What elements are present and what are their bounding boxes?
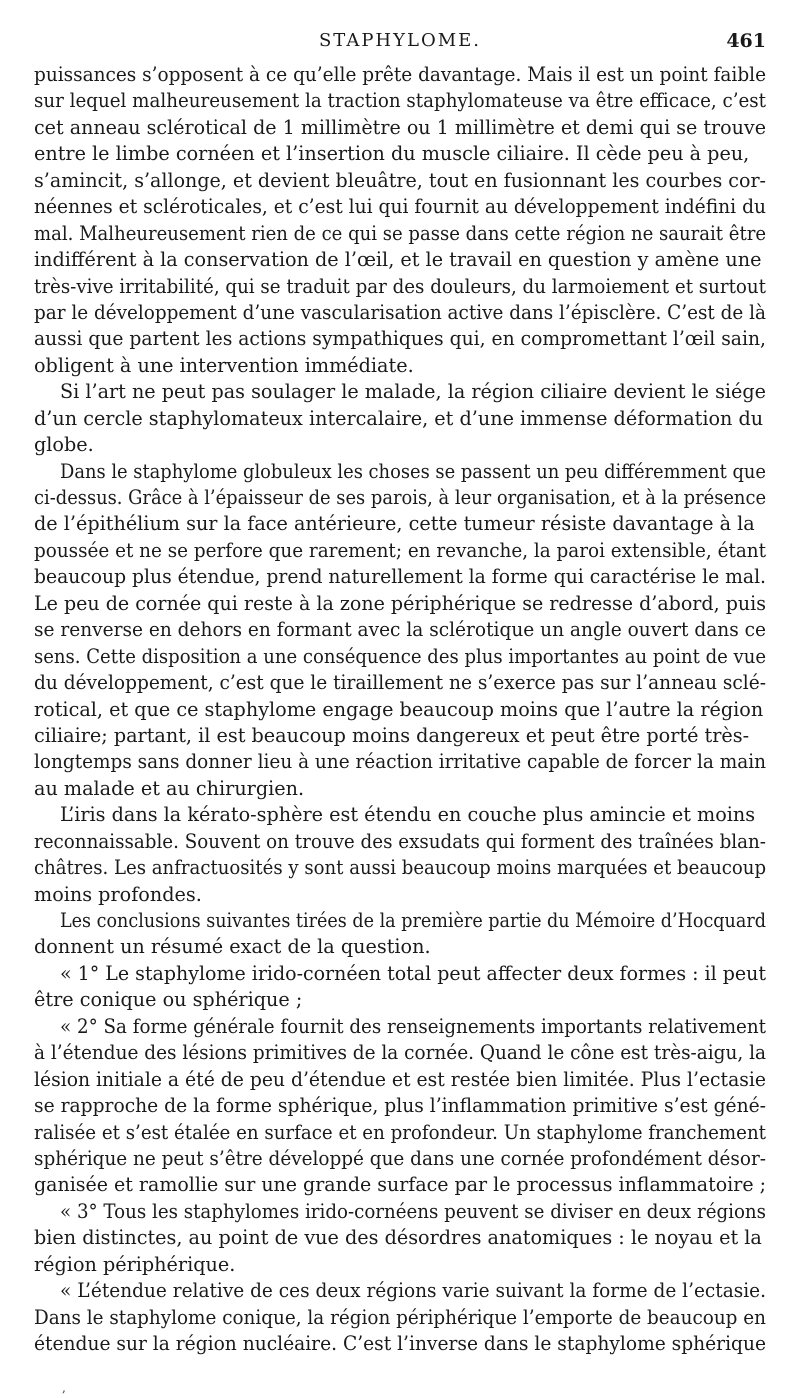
text-line: « 2° Sa forme générale fournit des renseignements importants relativement [60, 1014, 766, 1038]
text-line: puissances s’opposent à ce qu’elle prête davantage. Mais il est un point faible [34, 63, 766, 86]
text-line: ganisée et ramollie sur une grande surface par le processus inflammatoire ; [34, 1173, 766, 1197]
running-title: STAPHYLOME. [318, 30, 482, 51]
text-line: châtres. Les anfractuosités y sont aussi beaucoup moins marquées et beaucoup [34, 856, 766, 880]
text-line: lésion initiale a été de peu d’étendue et est restée bien limitée. Plus l’ectasie [34, 1067, 766, 1091]
text-line: obligent à une intervention immédiate. [34, 353, 414, 377]
text-line: L’iris dans la kérato-sphère est étendu en couche plus amincie et moins [60, 803, 756, 827]
text-line: Les conclusions suivantes tirées de la première partie du Mémoire d’Hocquard [60, 909, 766, 932]
text-line: étendue sur la région nucléaire. C’est l’inverse dans le staphylome sphérique [34, 1332, 766, 1355]
text-line: région périphérique. [34, 1252, 236, 1276]
text-line: entre le limbe cornéen et l’insertion du muscle ciliaire. Il cède peu à peu, [34, 142, 750, 166]
text-line: être conique ou sphérique ; [34, 988, 303, 1012]
text-line: sphérique ne peut s’être développé que dans une cornée profondément désor- [34, 1146, 766, 1170]
text-line: se renverse en dehors en formant avec la sclérotique un angle ouvert dans ce [34, 618, 766, 642]
text-line: « 1° Le staphylome irido-cornéen total peut affecter deux formes : il peut [60, 961, 766, 985]
text-line: au malade et au chirurgien. [34, 776, 305, 800]
text-line: à l’étendue des lésions primitives de la cornée. Quand le cône est très-aigu, la [34, 1041, 766, 1065]
text-line: moins profondes. [34, 882, 202, 906]
text-line: poussée et ne se perfore que rarement; en revanche, la paroi extensible, étant [34, 538, 766, 562]
text-line: Dans le staphylome conique, la région périphérique l’emporte de beaucoup en [34, 1305, 766, 1329]
text-line: mal. Malheureusement rien de ce qui se passe dans cette région ne saurait être [34, 221, 766, 245]
text-line: de l’épithélium sur la face antérieure, cette tumeur résiste davantage à la [34, 512, 755, 536]
text-line: aussi que partent les actions sympathiques qui, en compromettant l’œil sain, [34, 327, 766, 351]
text-line: Si l’art ne peut pas soulager le malade, la région ciliaire devient le siége [60, 380, 766, 404]
page-number: 461 [726, 30, 766, 52]
text-line: par le développement d’une vascularisation active dans l’épisclère. C’est de là [34, 300, 766, 324]
text-line: s’amincit, s’allonge, et devient bleuâtre, tout en fusionnant les courbes cor- [34, 168, 766, 192]
text-line: Dans le staphylome globuleux les choses se passent un peu différemment que [60, 459, 766, 483]
text-line: donnent un résumé exact de la question. [34, 935, 431, 959]
text-line: néennes et scléroticales, et c’est lui qui fournit au développement indéfini du [34, 195, 766, 219]
text-line: « 3° Tous les staphylomes irido-cornéens peuvent se diviser en deux régions [60, 1199, 766, 1223]
text-line: ralisée et s’est étalée en surface et en profondeur. Un staphylome franchement [34, 1120, 766, 1144]
page-header [34, 26, 766, 56]
text-line: se rapproche de la forme sphérique, plus l’inflammation primitive s’est géné- [34, 1094, 766, 1118]
text-line: longtemps sans donner lieu à une réaction irritative capable de forcer la main [34, 750, 766, 774]
text-line: bien distinctes, au point de vue des désordres anatomiques : le noyau et la [34, 1226, 762, 1250]
text-line: du développement, c’est que le tiraillement ne s’exerce pas sur l’anneau sclé- [34, 671, 766, 695]
text-line: rotical, et que ce staphylome engage beaucoup moins que l’autre la région [34, 697, 764, 721]
stray-mark: , [62, 1381, 66, 1395]
text-line: sens. Cette disposition a une conséquence des plus importantes au point de vue [34, 644, 766, 668]
text-line: beaucoup plus étendue, prend naturellement la forme qui caractérise le mal. [34, 565, 766, 589]
text-line: sur lequel malheureusement la traction staphylomateuse va être efficace, c’est [34, 89, 766, 113]
text-line: très-vive irritabilité, qui se traduit par des douleurs, du larmoiement et surtout [34, 274, 766, 298]
text-line: indifférent à la conservation de l’œil, et le travail en question y amène une [34, 248, 762, 272]
text-line: ciliaire; partant, il est beaucoup moins dangereux et peut être porté très- [34, 723, 750, 747]
text-line: Le peu de cornée qui reste à la zone périphérique se redresse d’abord, puis [34, 591, 766, 615]
text-line: ci-dessus. Grâce à l’épaisseur de ses parois, à leur organisation, et à la présence [34, 486, 766, 509]
text-line: reconnaissable. Souvent on trouve des exsudats qui forment des traînées blan- [34, 829, 766, 853]
body-text [34, 62, 766, 1357]
text-line: d’un cercle staphylomateux intercalaire, et d’une immense déformation du [34, 406, 764, 430]
text-line: globe. [34, 433, 94, 457]
text-line: « L’étendue relative de ces deux régions varie suivant la forme de l’ectasie. [60, 1279, 766, 1303]
text-line: cet anneau sclérotical de 1 millimètre ou 1 millimètre et demi qui se trouve [34, 115, 766, 139]
